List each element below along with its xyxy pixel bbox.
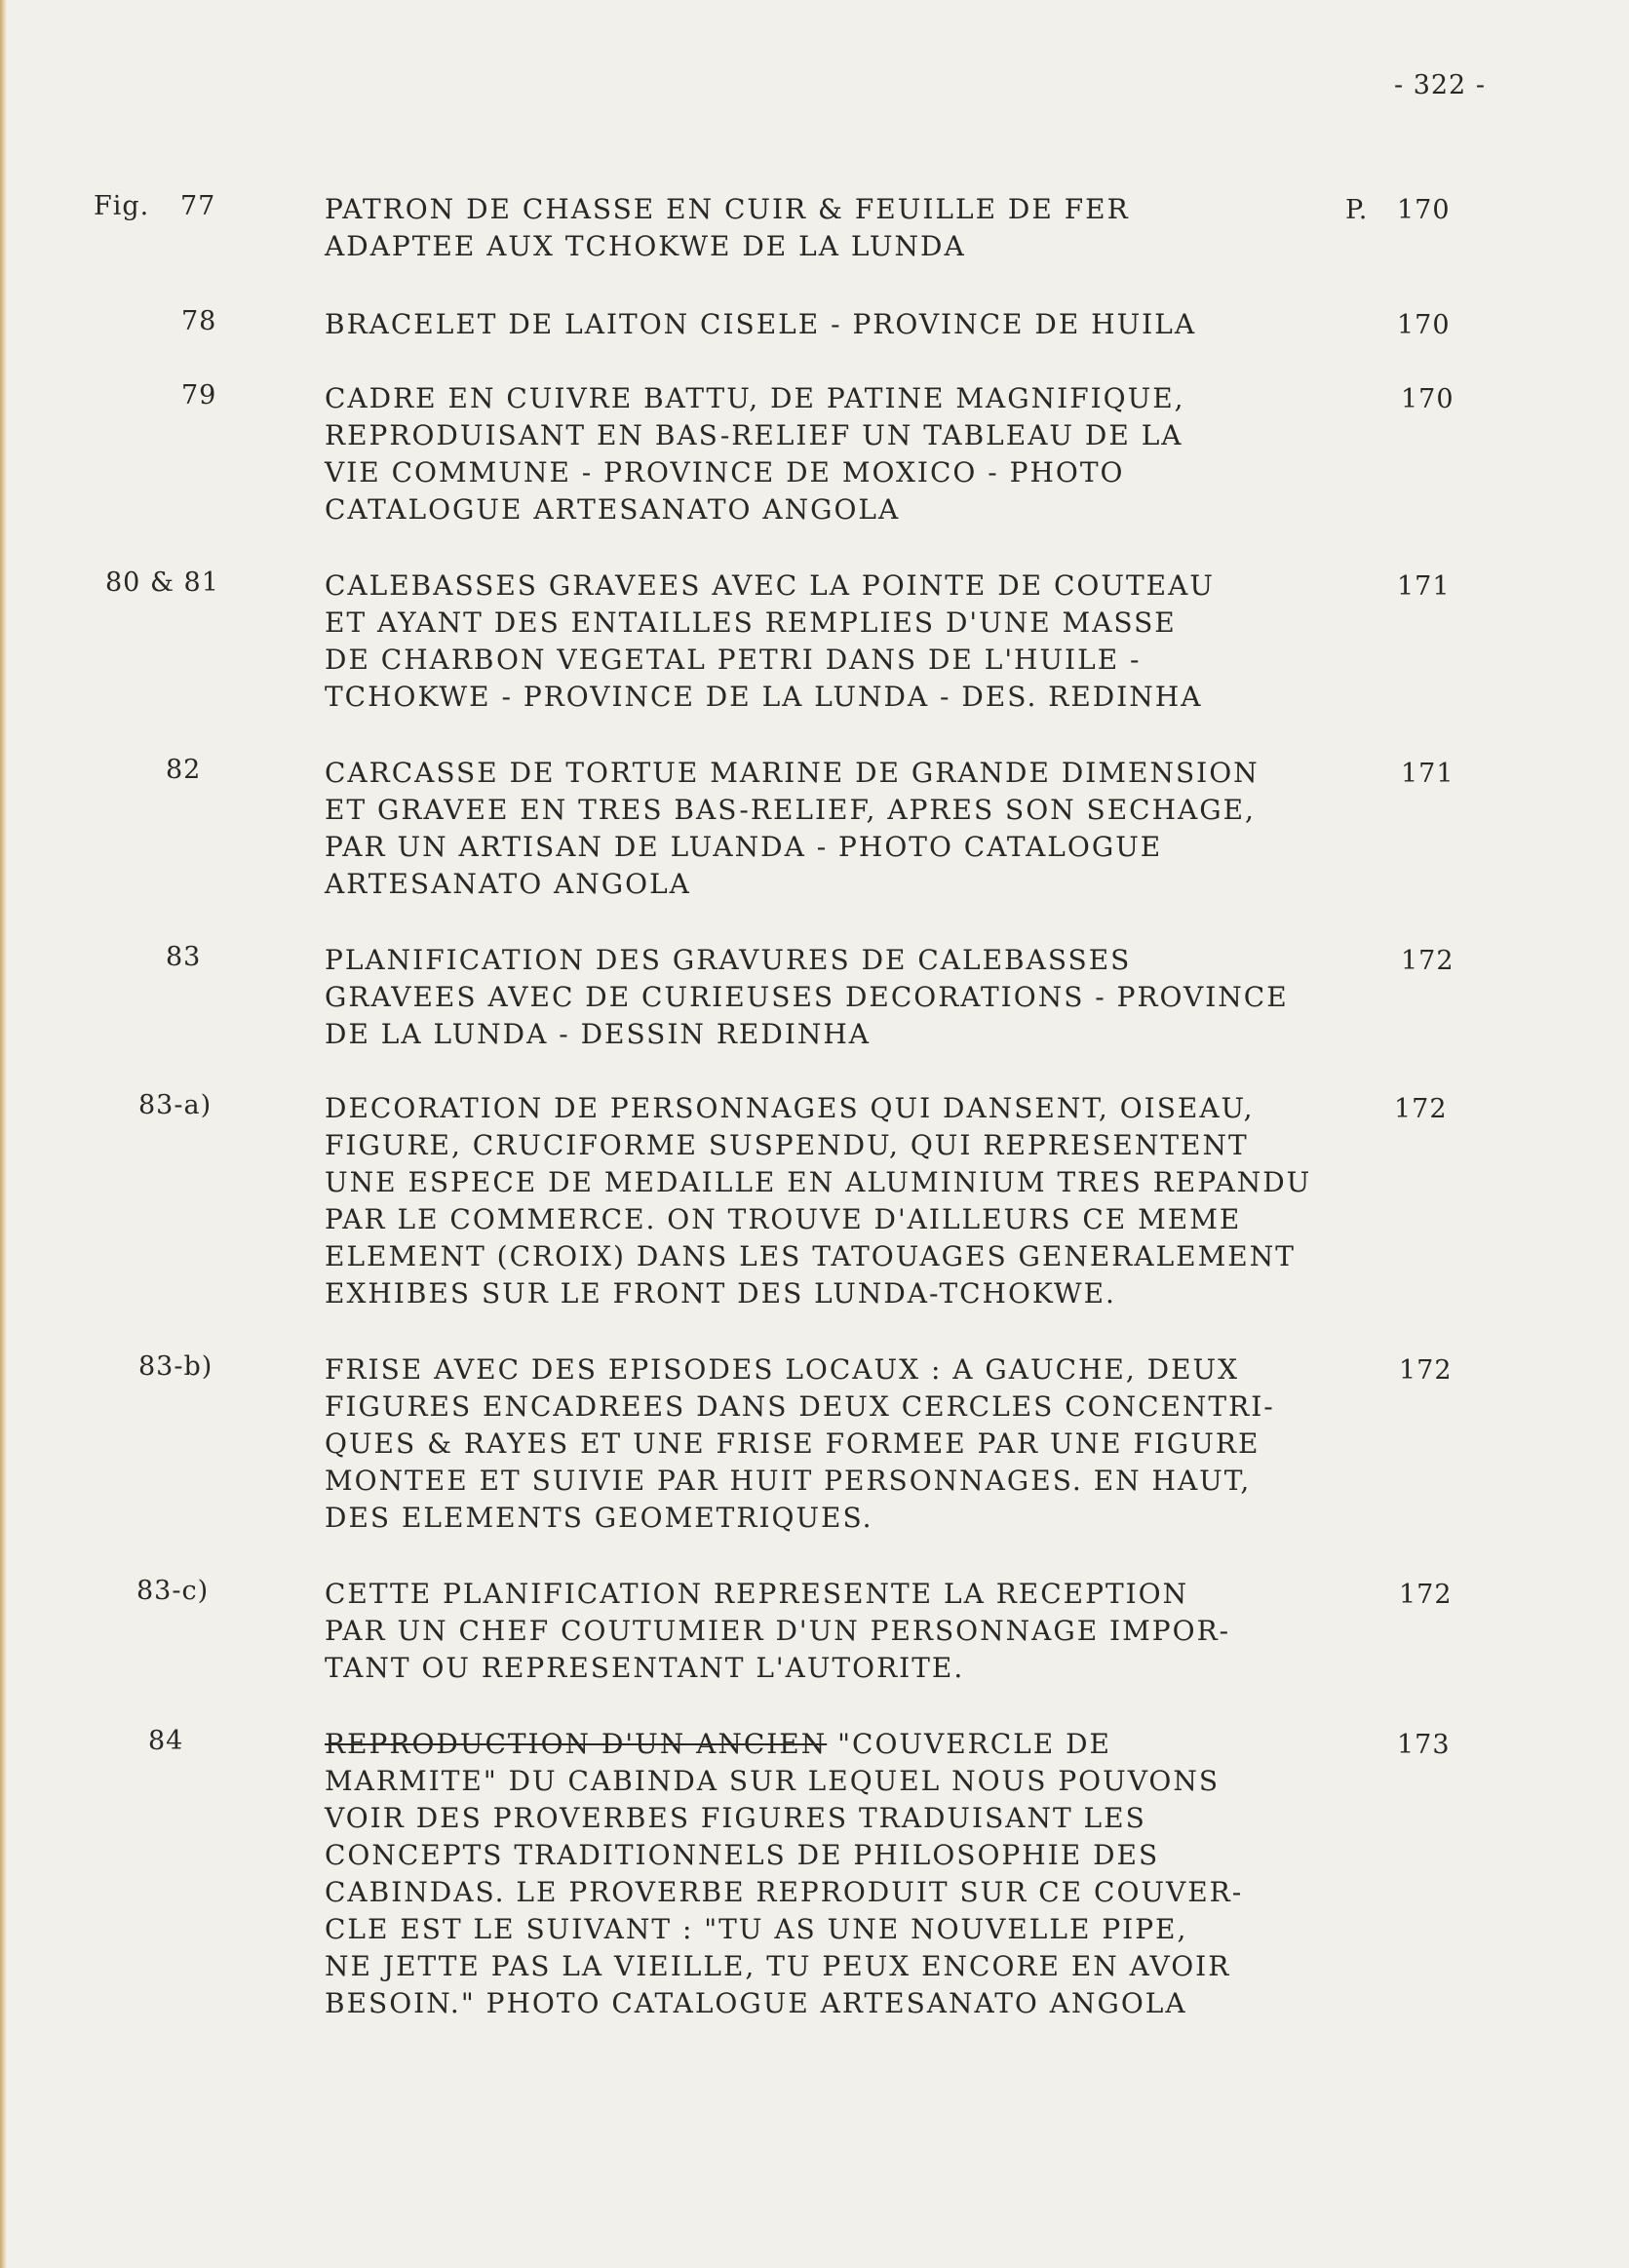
figure-number: 83	[166, 942, 202, 972]
figure-number: 82	[166, 755, 202, 785]
page-reference: 171	[1401, 759, 1454, 789]
figure-caption: CARCASSE DE TORTUE MARINE DE GRANDE DIMENSION ET GRAVEE EN TRES BAS-RELIEF, APRES SON SECHAGE, PAR UN ARTISAN DE LUANDA - PHOTO CATALOGUE ARTESANATO ANGOLA	[325, 757, 1260, 900]
figure-number: 83-b)	[138, 1351, 213, 1382]
figure-caption	[325, 1726, 1387, 2022]
page-reference: 171	[1397, 571, 1451, 602]
figure-caption: CETTE PLANIFICATION REPRESENTE LA RECEPTION PAR UN CHEF COUTUMIER D'UN PERSONNAGE IMPOR- TANT OU REPRESENTANT L'AUTORITE.	[325, 1578, 1231, 1684]
figure-caption: DECORATION DE PERSONNAGES QUI DANSENT, OISEAU, FIGURE, CRUCIFORME SUSPENDU, QUI REPRESENTENT UNE ESPECE DE MEDAILLE EN ALUMINIUM TRES REPANDU PAR LE COMMERCE. ON TROUVE D'AILLEURS CE MEME ELEMENT (CROIX) DANS LES TATOUAGES GENERALEMENT EXHIBES SUR LE FRONT DES LUNDA-TCHOKWE.	[325, 1092, 1312, 1310]
page-number: - 322 -	[1394, 70, 1486, 100]
page-reference: 173	[1397, 1730, 1451, 1760]
figure-caption: PATRON DE CHASSE EN CUIR & FEUILLE DE FER ADAPTEE AUX TCHOKWE DE LA LUNDA	[325, 193, 1130, 262]
figure-caption: CADRE EN CUIVRE BATTU, DE PATINE MAGNIFIQUE, REPRODUISANT EN BAS-RELIEF UN TABLEAU DE LA VIE COMMUNE - PROVINCE DE MOXICO - PHOTO CATALOGUE ARTESANATO ANGOLA	[325, 382, 1185, 526]
page-reference: 170	[1397, 310, 1451, 340]
figure-number: 79	[181, 380, 217, 411]
page-reference: 172	[1401, 946, 1454, 976]
paper-edge	[0, 0, 7, 2268]
figure-caption: PLANIFICATION DES GRAVURES DE CALEBASSES GRAVEES AVEC DE CURIEUSES DECORATIONS - PROVINCE DE LA LUNDA - DESSIN REDINHA	[325, 944, 1289, 1050]
figure-caption: FRISE AVEC DES EPISODES LOCAUX : A GAUCHE, DEUX FIGURES ENCADREES DANS DEUX CERCLES CONCENTRI- QUES & RAYES ET UNE FRISE FORMEE PAR UNE FIGURE MONTEE ET SUIVIE PAR HUIT PERSONNAGES. EN HAUT, DES ELEMENTS GEOMETRIQUES.	[325, 1353, 1275, 1534]
figure-number: 77	[180, 191, 216, 221]
page-reference: 170	[1397, 195, 1451, 225]
figure-number: 84	[148, 1726, 184, 1756]
page-reference: 170	[1401, 384, 1454, 414]
struck-text: REPRODUCTION D'UN ANCIEN	[325, 1728, 828, 1760]
page-reference: 172	[1399, 1355, 1453, 1386]
figure-caption: BRACELET DE LAITON CISELE - PROVINCE DE HUILA	[325, 308, 1197, 340]
figure-number: 83-a)	[138, 1090, 213, 1120]
figure-number: 80 & 81	[105, 567, 219, 598]
caption-text: "COUVERCLE DE MARMITE" DU CABINDA SUR LEQUEL NOUS POUVONS VOIR DES PROVERBES FIGURES TRADUISANT LES CONCEPTS TRADITIONNELS DE PHILOSOPHIE DES CABINDAS. LE PROVERBE REPRODUIT SUR CE COUVER- CLE EST LE SUIVANT : "TU AS UNE NOUVELLE PIPE, NE JETTE PAS LA VIEILLE, TU PEUX ENCORE EN AVOIR BESOIN." PHOTO CATALOGUE ARTESANATO ANGOLA	[325, 1728, 1244, 2019]
page-prefix: P.	[1345, 195, 1369, 225]
figure-caption: CALEBASSES GRAVEES AVEC LA POINTE DE COUTEAU ET AYANT DES ENTAILLES REMPLIES D'UNE MASSE DE CHARBON VEGETAL PETRI DANS DE L'HUILE - TCHOKWE - PROVINCE DE LA LUNDA - DES. REDINHA	[325, 569, 1215, 713]
figure-prefix: Fig.	[94, 191, 150, 221]
page-reference: 172	[1394, 1094, 1448, 1124]
figure-number: 83-c)	[136, 1576, 210, 1606]
figure-number: 78	[181, 306, 217, 336]
page-reference: 172	[1399, 1580, 1453, 1610]
